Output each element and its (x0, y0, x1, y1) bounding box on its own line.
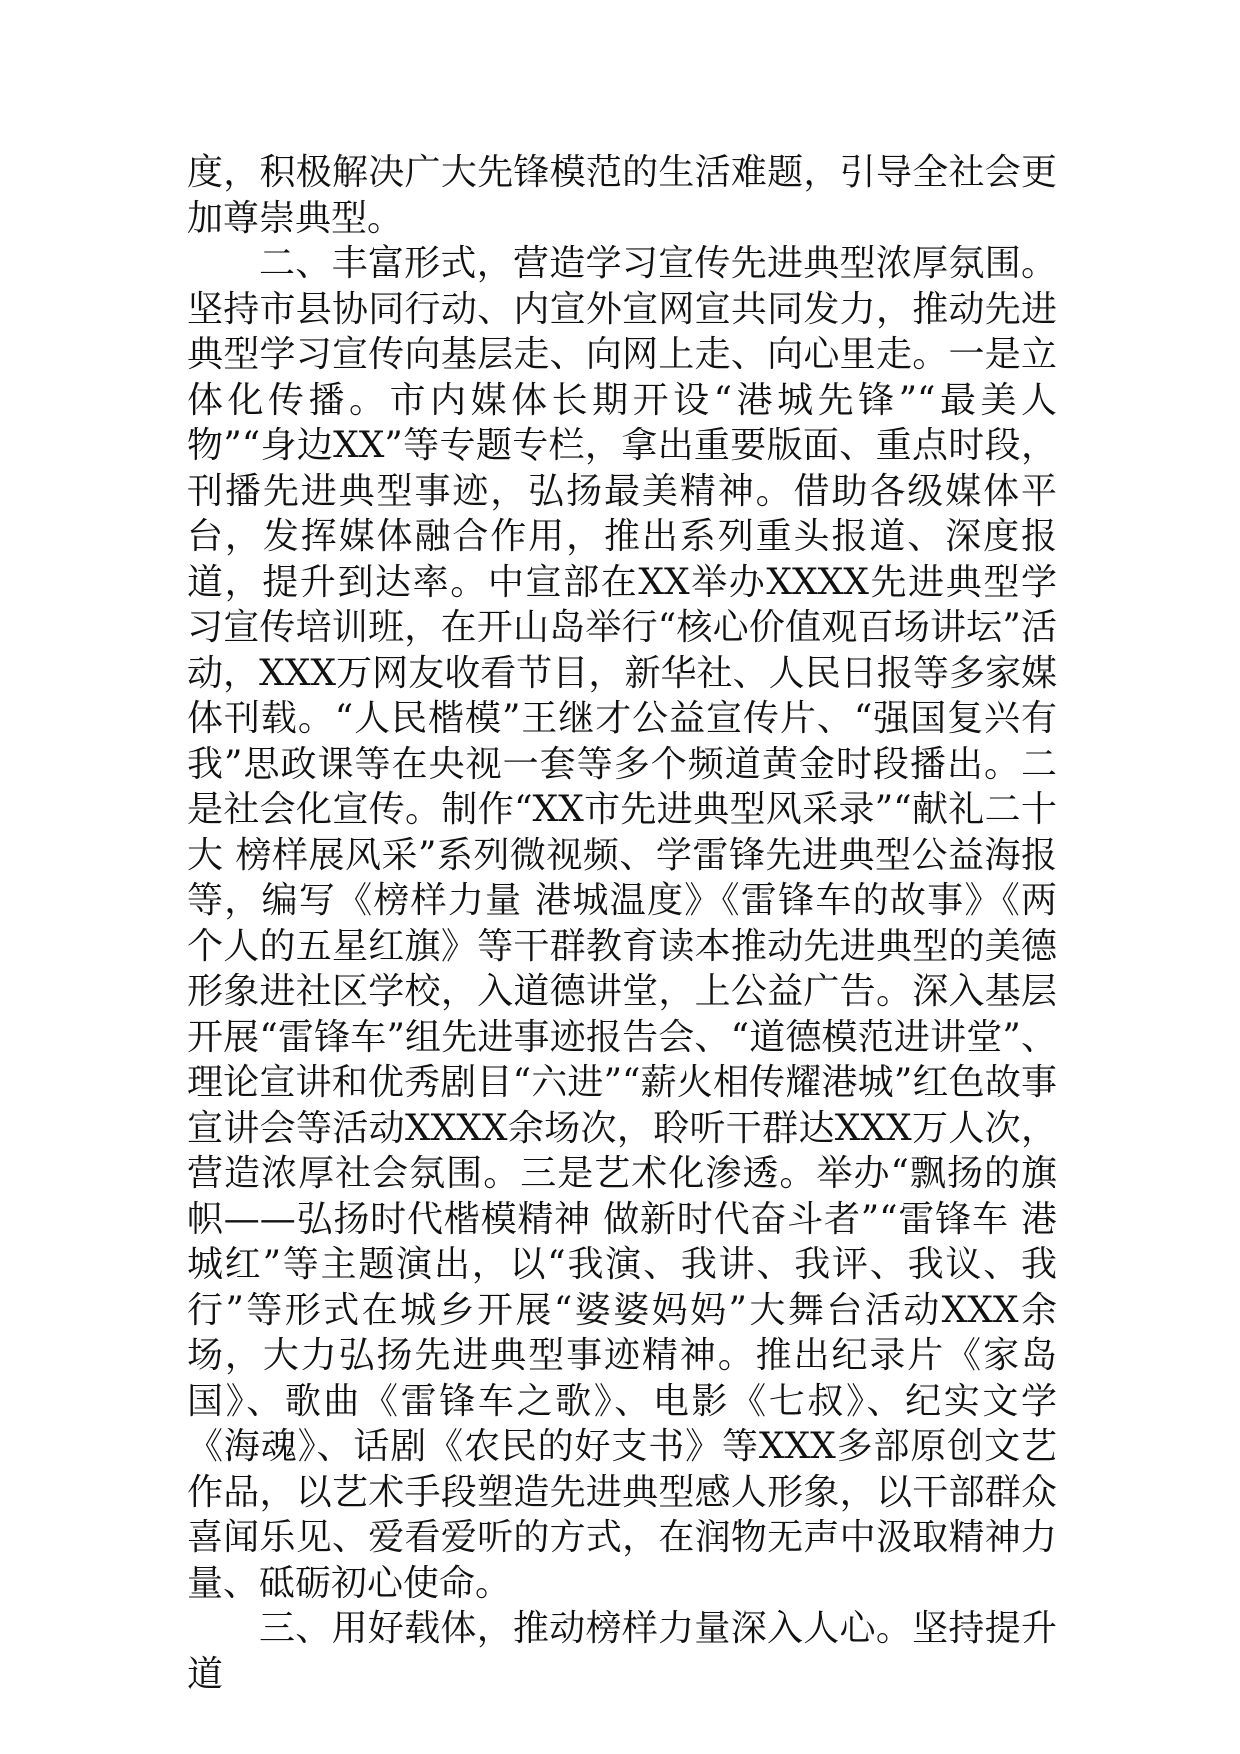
body-text (187, 150, 1057, 1697)
paragraph-section-three: 三、用好载体，推动榜样力量深入人心。坚持提升道 (187, 1608, 1057, 1695)
paragraph-section-two: 二、丰富形式，营造学习宣传先进典型浓厚氛围。坚持市县协同行动、内宣外宣网宣共同发力，推动先进典型学习宣传向基层走、向网上走、向心里走。一是立体化传播。市内媒体长期开设“港城先锋”“最美人物”“身边XX”等专题专栏，拿出重要版面、重点时段，刊播先进典型事迹，弘扬最美精神。借助各级媒体平台，发挥媒体融合作用，推出系列重头报道、深度报道，提升到达率。中宣部在XX举办XXXX先进典型学习宣传培训班，在开山岛举行“核心价值观百场讲坛”活动，XXX万网友收看节目，新华社、人民日报等多家媒体刊载。“人民楷模”王继才公益宣传片、“强国复兴有我”思政课等在央视一套等多个频道黄金时段播出。二是社会化宣传。制作“XX市先进典型风采录”“献礼二十大 榜样展风采”系列微视频、学雷锋先进典型公益海报等，编写《榜样力量 港城温度》《雷锋车的故事》《两个人的五星红旗》等干群教育读本推动先进典型的美德形象进社区学校，入道德讲堂，上公益广告。深入基层开展“雷锋车”组先进事迹报告会、“道德模范进讲堂”、理论宣讲和优秀剧目“六进”“薪火相传耀港城”红色故事宣讲会等活动XXXX余场次，聆听干群达XXX万人次，营造浓厚社会氛围。三是艺术化渗透。举办“飘扬的旗帜——弘扬时代楷模精神 做新时代奋斗者”“雷锋车 港城红”等主题演出，以“我演、我讲、我评、我议、我行”等形式在城乡开展“婆婆妈妈”大舞台活动XXX余场，大力弘扬先进典型事迹精神。推出纪录片《家岛国》、歌曲《雷锋车之歌》、电影《七叔》、纪实文学《海魂》、话剧《农民的好支书》等XXX多部原创文艺作品，以艺术手段塑造先进典型感人形象，以干部群众喜闻乐见、爱看爱听的方式，在润物无声中汲取精神力量、砥砺初心使命。 (187, 243, 1057, 1604)
paragraph-continued: 度，积极解决广大先锋模范的生活难题，引导全社会更加尊崇典型。 (187, 152, 1057, 239)
